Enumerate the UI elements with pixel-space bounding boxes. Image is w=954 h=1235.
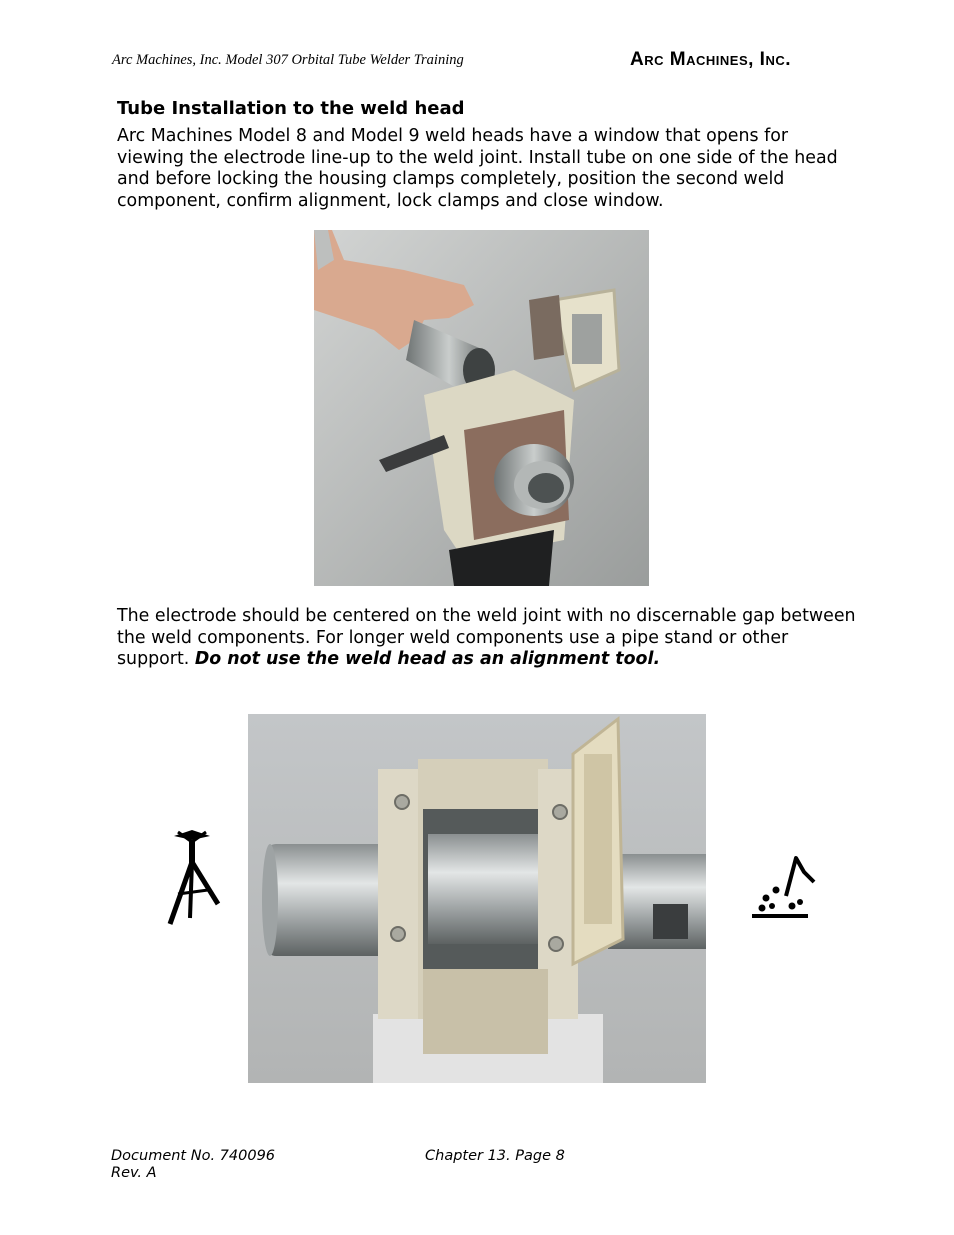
section-title: Tube Installation to the weld head: [117, 98, 465, 119]
alignment-paragraph: [117, 606, 857, 671]
header-title: Arc Machines, Inc. Model 307 Orbital Tube Welder Training: [112, 52, 464, 68]
alignment-text: The electrode should be centered on the weld joint with no discernable gap between the weld components. For longer weld components use a pipe stand or other support.: [117, 606, 856, 670]
company-logo: Arc Machines, Inc.: [630, 49, 792, 70]
document-number: Document No. 740096: [111, 1148, 276, 1164]
intro-paragraph: Arc Machines Model 8 and Model 9 weld heads have a window that opens for viewing the electrode line-up to the weld joint. Install tube on one side of the head and before locking the housing clamps completely, position the second weld component, confirm alignment, lock clamps and close window.: [117, 126, 838, 212]
alignment-warning: Do not use the weld head as an alignment tool.: [194, 649, 661, 670]
pipe-stand-icon: [160, 826, 224, 930]
aligned-weld-head-photo: [248, 714, 706, 1083]
page-number: Chapter 13. Page 8: [425, 1148, 565, 1164]
document-info: [111, 1148, 275, 1182]
revision: Rev. A: [111, 1165, 157, 1181]
tube-installation-photo: [314, 230, 649, 586]
weld-spatter-icon: [748, 850, 820, 922]
